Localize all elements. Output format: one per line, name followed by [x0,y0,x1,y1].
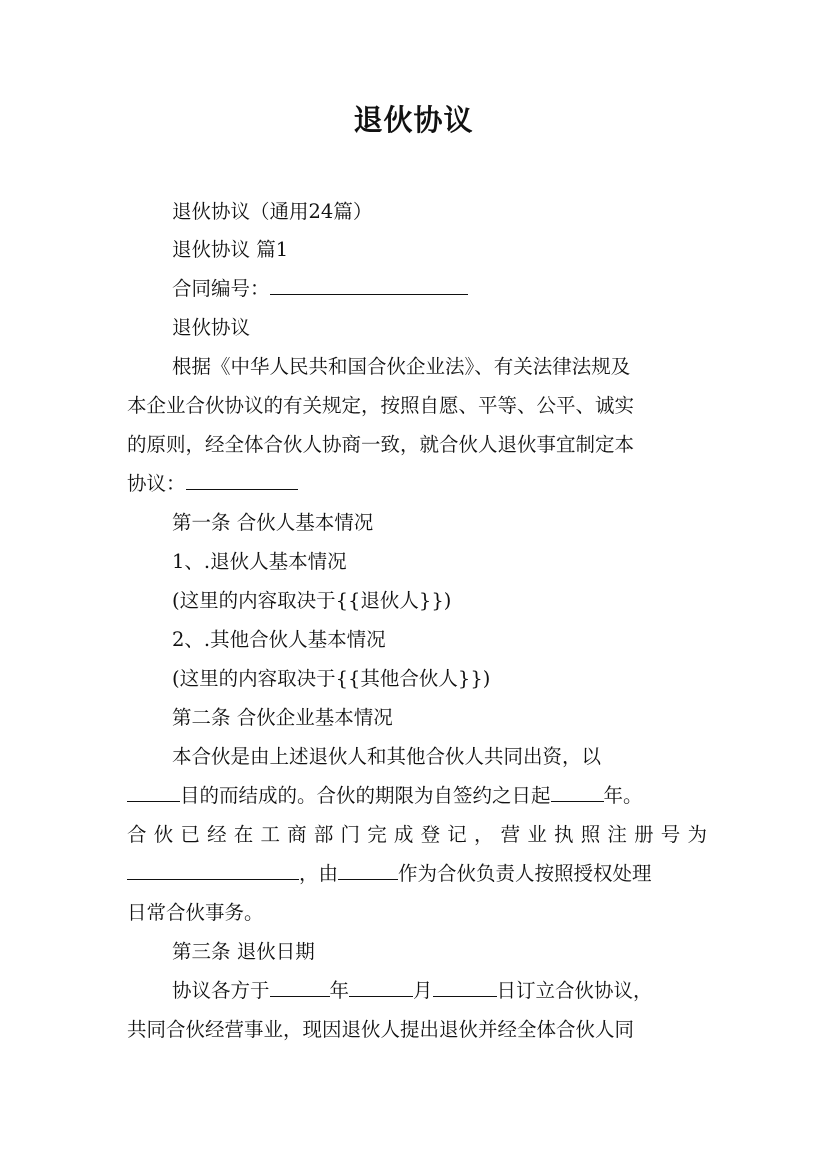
paragraph-line: 本企业合伙协议的有关规定，按照自愿、平等、公平、诚实 [127,394,635,417]
agreement-blank [186,471,298,490]
paragraph-line: 合伙已经在工商部门完成登记，营业执照注册号为 [127,823,707,846]
section-heading-1: 退伙协议 篇1 [172,238,289,261]
paragraph-text: 月 [413,979,433,1002]
agreement-heading: 退伙协议 [172,316,251,339]
contract-number-line [172,275,752,303]
paragraph-text: 协议各方于 [172,979,270,1002]
document-title: 退伙协议 [353,103,474,137]
contract-number-blank [270,276,468,295]
paragraph-text: 年。 [603,784,643,807]
paragraph-text: 目的而结成的。合伙的期限为自签约之日起 [180,784,551,807]
paragraph-text: 年 [329,979,350,1002]
day-blank [433,978,497,997]
paragraph-text: 协议： [127,472,186,495]
paragraph-text: 日订立合伙协议， [496,979,653,1002]
item-2-heading: 2、.其他合伙人基本情况 [172,628,386,651]
item-2-note: (这里的内容取决于{{其他合伙人}}) [172,667,491,690]
paragraph-text: 作为合伙负责人按照授权处理 [398,862,652,885]
term-years-blank [551,783,604,802]
paragraph-text: ，由 [299,862,339,885]
paragraph-line: 本合伙是由上述退伙人和其他合伙人共同出资，以 [172,745,602,768]
paragraph-line: 的原则，经全体合伙人协商一致，就合伙人退伙事宜制定本 [127,433,635,456]
paragraph-line [172,977,752,1005]
year-blank [270,978,330,997]
paragraph-line: 日常合伙事务。 [127,901,264,924]
paragraph-line [127,860,707,888]
contract-number-label: 合同编号： [172,277,270,300]
paragraph-line: 共同合伙经营事业，现因退伙人提出退伙并经全体合伙人同 [127,1018,635,1041]
month-blank [349,978,413,997]
article-2-heading: 第二条 合伙企业基本情况 [172,706,393,729]
paragraph-line-end [127,470,707,498]
article-1-heading: 第一条 合伙人基本情况 [172,511,374,534]
item-1-heading: 1、.退伙人基本情况 [172,550,347,573]
item-1-note: (这里的内容取决于{{退伙人}}) [172,589,452,612]
subtitle-line: 退伙协议（通用24篇） [172,200,373,223]
paragraph-line [127,782,707,810]
article-3-heading: 第三条 退伙日期 [172,940,315,963]
purpose-blank [127,783,180,802]
paragraph-line: 根据《中华人民共和国合伙企业法》、有关法律法规及 [172,355,631,378]
license-number-blank [127,861,299,880]
manager-blank [338,861,398,880]
